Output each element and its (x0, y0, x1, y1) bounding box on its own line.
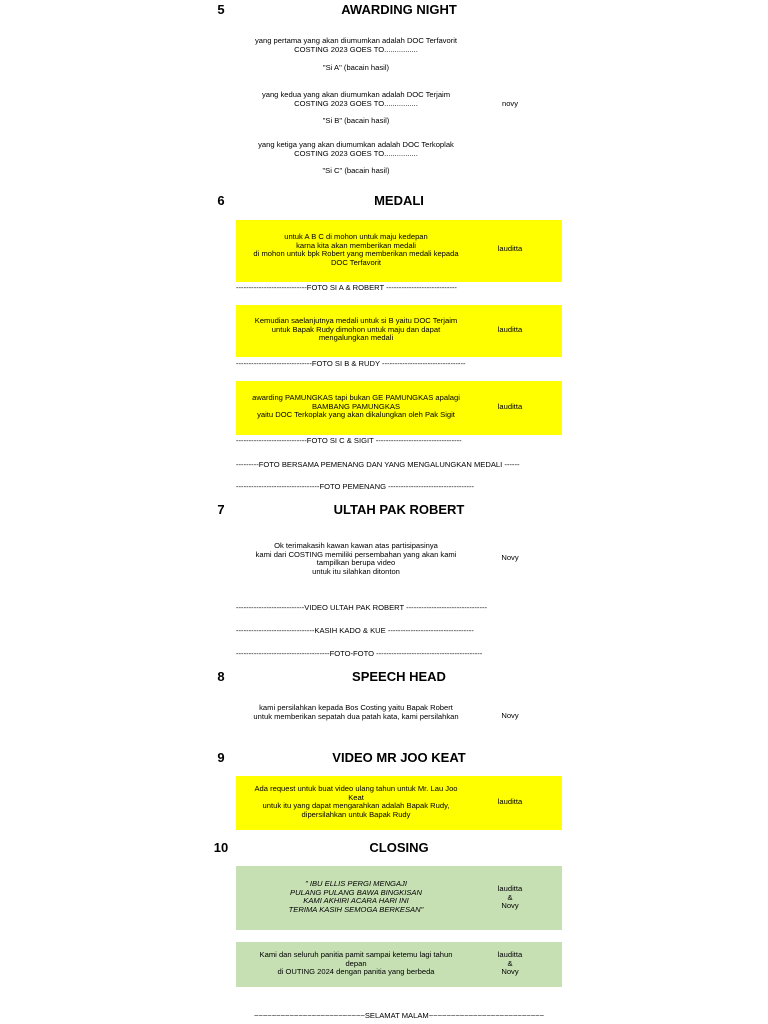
separator-line: ----------------------------FOTO SI A & ROBERT ---------------------------- (236, 283, 457, 292)
script-block (236, 942, 562, 987)
section-title: VIDEO MR JOO KEAT (332, 750, 466, 765)
script-text: " IBU ELLIS PERGI MENGAJI PULANG PULANG BAWA BINGKISAN KAMI AKHIRI ACARA HARI INI TERIMA KASIH SEMOGA BERKESAN" (288, 879, 424, 914)
pic-label: lauditta (497, 325, 523, 334)
section-title: MEDALI (374, 193, 424, 208)
script-text: awarding PAMUNGKAS tapi bukan GE PAMUNGKAS apalagi BAMBANG PAMUNGKAS yaitu DOC Terkoplak yang akan dikalungkan oleh Pak Sigit (252, 393, 460, 420)
section-awarding-body (236, 37, 562, 187)
script-block (236, 540, 562, 585)
script-block (236, 220, 562, 282)
section-title: CLOSING (369, 840, 429, 855)
script-text: untuk A B C di mohon untuk maju kedepan karna kita akan memberikan medali di mohon untuk bpk Robert yang memberikan medali kepada DOC Terfavorit (253, 232, 459, 267)
pic-label: lauditta (497, 797, 523, 806)
pic-label: lauditta & Novy (497, 884, 523, 911)
separator-line: ---------------------------VIDEO ULTAH PAK ROBERT -------------------------------- (236, 603, 488, 612)
pic-label: lauditta & Novy (497, 950, 523, 977)
script-line: yang pertama yang akan diumumkan adalah DOC Terfavorit COSTING 2023 GOES TO................ (254, 36, 458, 54)
pic-label: lauditta (497, 402, 523, 411)
script-block (236, 381, 562, 435)
separator-line: -------------------------------KASIH KADO & KUE ---------------------------------- (236, 626, 474, 635)
pic-label: Novy (501, 711, 519, 720)
section-number: 9 (217, 750, 225, 765)
script-block (236, 776, 562, 830)
pic-label: lauditta (497, 244, 523, 253)
section-number: 5 (217, 2, 225, 17)
script-line: "Si B" (bacain hasil) (322, 116, 390, 125)
script-block (236, 866, 562, 930)
script-block (236, 305, 562, 357)
separator-line: -------------------------------------FOTO-FOTO ------------------------------------------ (236, 649, 483, 658)
separator-line: ---------FOTO BERSAMA PEMENANG DAN YANG MENGALUNGKAN MEDALI ------ (236, 460, 520, 469)
section-number: 8 (217, 669, 225, 684)
separator-line: ----------------------------FOTO SI C & SIGIT ---------------------------------- (236, 436, 462, 445)
separator-line: ------------------------------FOTO SI B & RUDY --------------------------------- (236, 359, 466, 368)
separator-line: ---------------------------------FOTO PEMENANG ---------------------------------- (236, 482, 475, 491)
script-text: kami persilahkan kepada Bos Costing yaitu Bapak Robert untuk memberikan sepatah dua patah kata, kami persilahkan (253, 703, 459, 721)
section-number: 7 (217, 502, 225, 517)
script-text: Kemudian saelanjutnya medali untuk si B yaitu DOC Terjaim untuk Bapak Rudy dimohon untuk maju dan dapat mengalungkan medali (254, 316, 458, 343)
script-text: Kami dan seluruh panitia pamit sampai ketemu lagi tahun depan di OUTING 2024 dengan panitia yang berbeda (259, 950, 453, 977)
script-block (236, 702, 562, 726)
pic-label: novy (501, 99, 519, 108)
script-text: Ok terimakasih kawan kawan atas partisipasinya kami dari COSTING memiliki persembahan yang akan kami tampilkan berupa video untuk itu silahkan ditonton (255, 541, 457, 576)
script-text: Ada request untuk buat video ulang tahun untuk Mr. Lau Joo Keat untuk itu yang dapat mengarahkan adalah Bapak Rudy, dipersilahkan untuk Bapak Rudy (254, 784, 458, 819)
script-line: yang ketiga yang akan diumumkan adalah DOC Terkoplak COSTING 2023 GOES TO................ (258, 140, 454, 158)
script-line: yang kedua yang akan diumumkan adalah DOC Terjaim COSTING 2023 GOES TO................ (261, 90, 451, 108)
section-title: SPEECH HEAD (352, 669, 446, 684)
script-line: "Si A" (bacain hasil) (322, 63, 390, 72)
section-number: 6 (217, 193, 225, 208)
script-line: "Si C" (bacain hasil) (322, 166, 390, 175)
section-title: AWARDING NIGHT (341, 2, 457, 17)
section-number: 10 (213, 840, 229, 855)
section-title: ULTAH PAK ROBERT (333, 502, 465, 517)
closing-footer: ~~~~~~~~~~~~~~~~~~~~~~~~~SELAMAT MALAM~~~~~~~~~~~~~~~~~~~~~~~~~~ (253, 1011, 545, 1020)
pic-label: Novy (501, 553, 519, 562)
